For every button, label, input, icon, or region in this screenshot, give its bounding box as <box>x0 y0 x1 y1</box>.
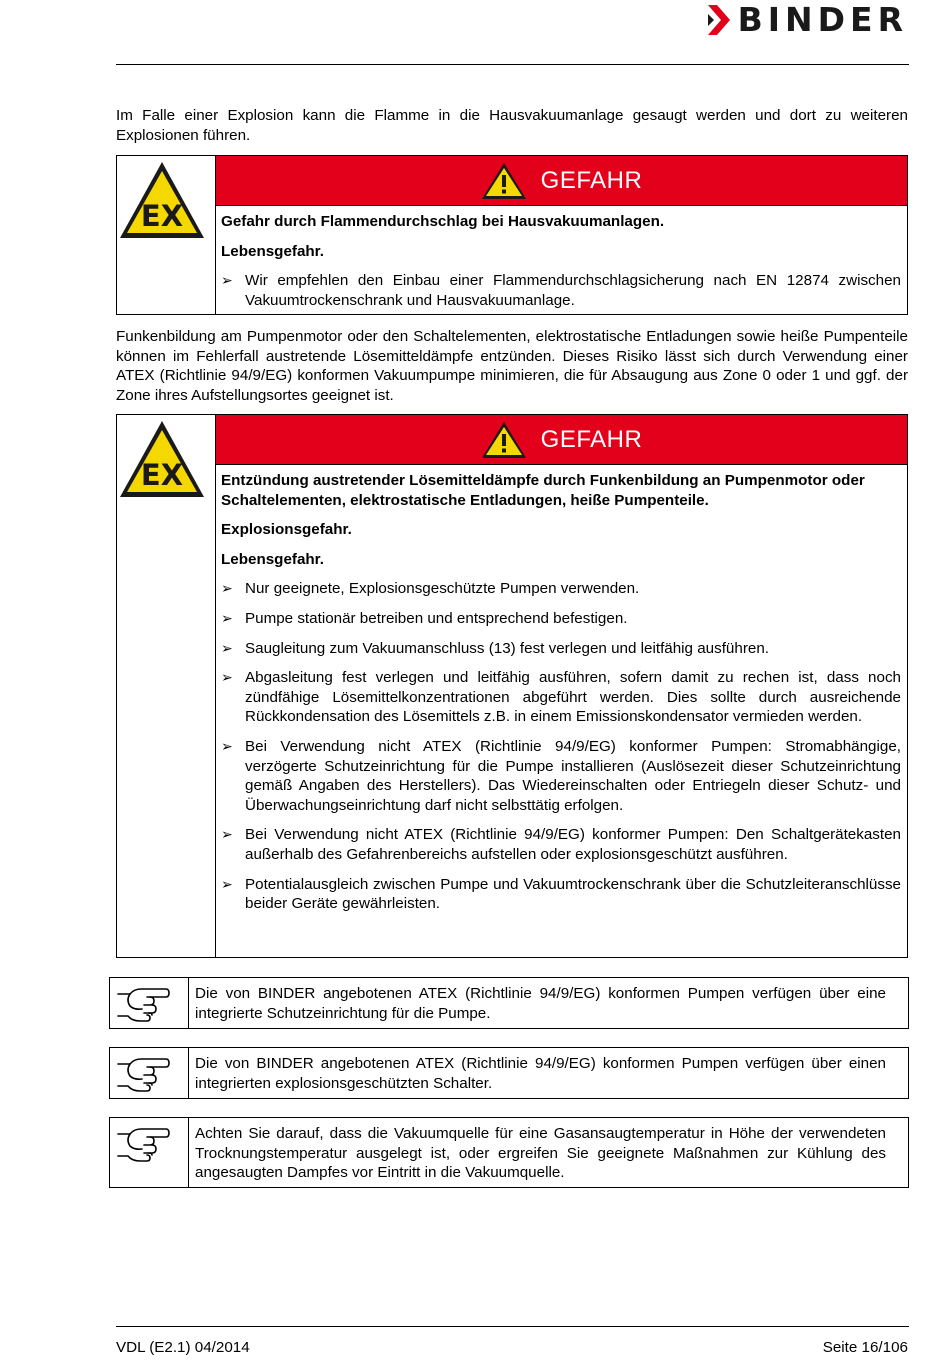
arrow-bullet-icon: ➢ <box>221 826 233 843</box>
list-item: ➢ Nur geeignete, Explosionsgeschützte Pumpen verwenden. <box>221 580 640 598</box>
danger-title: GEFAHR <box>540 425 643 453</box>
header-rule <box>116 64 909 65</box>
svg-text:EX: EX <box>140 199 184 233</box>
ex-warning-icon <box>117 418 207 500</box>
danger-box-2 <box>116 414 908 958</box>
note-box-3 <box>109 1117 909 1188</box>
list-item: ➢ Abgasleitung fest verlegen und leitfähig ausführen, sofern damit zu rechen ist, dass noch zündfähige Lösemittelkonzentrationen abgeführt werden. Dies sollte durch ausreichende Rückkondensation des Lösemittels z.B. in einem Emissionskondensator vermieden werden. <box>221 669 901 726</box>
danger-subheading: Lebensgefahr. <box>221 242 324 260</box>
danger-title: GEFAHR <box>540 166 643 194</box>
footer-rule <box>116 1326 909 1327</box>
binder-logo-icon <box>708 5 730 35</box>
list-item: ➢ Bei Verwendung nicht ATEX (Richtlinie 94/9/EG) konformer Pumpen: Stromabhängige, verzögerte Schutzeinrichtung für die Pumpe installieren (Auslösezeit dieser Schutzeinrichtung gemäß Angaben des Herstellers). Das Wiedereinschalten oder Entriegeln dieser Schutz- und Überwachungseinrichtung darf nicht selbsttätig erfolgen. <box>221 737 901 814</box>
pointing-hand-icon <box>116 984 170 1024</box>
brand-name: BINDER <box>737 0 908 39</box>
middle-paragraph: Funkenbildung am Pumpenmotor oder den Schaltelementen, elektrostatische Entladungen sowie heiße Pumpenteile können im Fehlerfall austretende Lösemitteldämpfe entzünden. Dieses Risiko lässt sich durch Verwendung einer ATEX (Richtlinie 94/9/EG) konformen Vakuumpumpe minimieren, die für Absaugung aus Zone 0 oder 1 und ggf. der Zone ihres Aufstellungsortes geeignet ist. <box>116 328 908 404</box>
danger-subheading: Lebensgefahr. <box>221 550 324 568</box>
svg-text:EX: EX <box>140 458 184 492</box>
danger-icon-cell <box>117 156 216 314</box>
arrow-bullet-icon: ➢ <box>221 669 233 686</box>
arrow-bullet-icon: ➢ <box>221 875 233 892</box>
list-item: ➢ Wir empfehlen den Einbau einer Flammendurchschlagsicherung nach EN 12874 zwischen Vakuumtrockenschrank und Hausvakuumanlage. <box>221 272 901 309</box>
arrow-bullet-icon: ➢ <box>221 737 233 754</box>
footer-doc-id: VDL (E2.1) 04/2014 <box>116 1339 250 1356</box>
danger-header <box>216 415 907 465</box>
arrow-bullet-icon: ➢ <box>221 639 233 656</box>
brand-logo <box>708 0 908 39</box>
note-box-2 <box>109 1047 909 1099</box>
note-box-1 <box>109 977 909 1029</box>
list-item: ➢ Potentialausgleich zwischen Pumpe und Vakuumtrockenschrank über die Schutzleiteranschlüsse beider Geräte gewährleisten. <box>221 875 901 913</box>
ex-warning-icon <box>117 159 207 241</box>
intro-paragraph: Im Falle einer Explosion kann die Flamme in die Hausvakuumanlage gesaugt werden und dort zu weiteren Explosionen führen. <box>116 107 908 144</box>
danger-box-1 <box>116 155 908 315</box>
pointing-hand-icon <box>116 1054 170 1094</box>
danger-heading: Entzündung austretender Lösemitteldämpfe durch Funkenbildung an Pumpenmotor oder Schaltelementen, elektrostatische Entladungen, heiße Pumpenteile. <box>221 472 865 509</box>
arrow-bullet-icon: ➢ <box>221 272 233 289</box>
note-text: Die von BINDER angebotenen ATEX (Richtlinie 94/9/EG) konformen Pumpen verfügen über einen integrierten explosionsgeschützten Schalter. <box>195 1055 886 1092</box>
list-item: ➢ Pumpe stationär betreiben und entsprechend befestigen. <box>221 609 628 627</box>
arrow-bullet-icon: ➢ <box>221 609 233 626</box>
note-text: Achten Sie darauf, dass die Vakuumquelle für eine Gasansaugtemperatur in Höhe der verwendeten Trocknungstemperatur ausgelegt ist, oder ergreifen Sie geeignete Maßnahmen zur Kühlung des angesaugten Dampfes vor Eintritt in die Vakuumquelle. <box>195 1125 886 1182</box>
list-item: ➢ Saugleitung zum Vakuumanschluss (13) fest verlegen und leitfähig ausführen. <box>221 639 769 657</box>
danger-icon-cell <box>117 415 216 957</box>
danger-heading: Gefahr durch Flammendurchschlag bei Hausvakuumanlagen. <box>221 213 665 230</box>
list-item: ➢ Bei Verwendung nicht ATEX (Richtlinie 94/9/EG) konformer Pumpen: Den Schaltgerätekasten außerhalb des Gefahrenbereichs aufstellen oder explosionsgeschützt ausführen. <box>221 826 901 863</box>
exclamation-warning-icon <box>481 162 527 200</box>
exclamation-warning-icon <box>481 421 527 459</box>
danger-subheading: Explosionsgefahr. <box>221 521 352 539</box>
note-text: Die von BINDER angebotenen ATEX (Richtlinie 94/9/EG) konformen Pumpen verfügen über eine integrierte Schutzeinrichtung für die Pumpe. <box>195 985 886 1022</box>
pointing-hand-icon <box>116 1124 170 1164</box>
danger-header <box>216 156 907 206</box>
arrow-bullet-icon: ➢ <box>221 580 233 597</box>
footer-page-number: Seite 16/106 <box>822 1339 908 1356</box>
